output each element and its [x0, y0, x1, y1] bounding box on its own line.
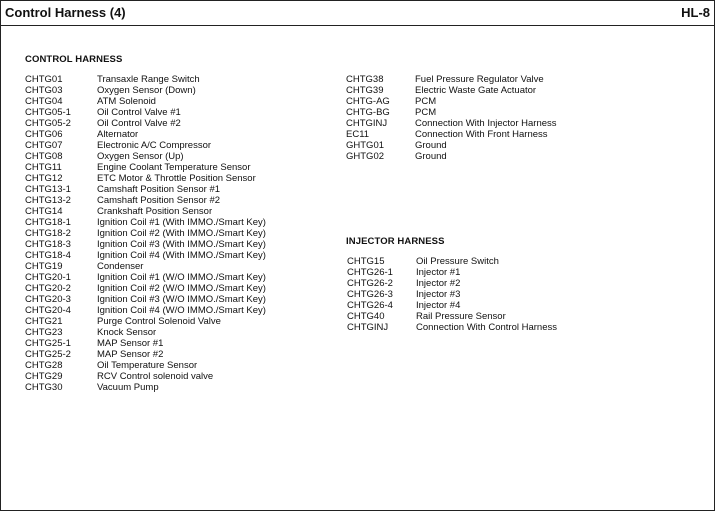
connector-row [346, 151, 557, 162]
connector-row [25, 118, 266, 129]
connector-code: CHTG05-1 [25, 107, 71, 118]
connector-description: Ignition Coil #2 (W/O IMMO./Smart Key) [97, 283, 266, 294]
connector-row [346, 118, 557, 129]
connector-description: Injector #2 [416, 278, 461, 289]
connector-code: CHTG06 [25, 129, 63, 140]
connector-row [346, 74, 557, 85]
connector-description: Engine Coolant Temperature Sensor [97, 162, 251, 173]
connector-code: CHTG40 [347, 311, 385, 322]
connector-description: MAP Sensor #1 [97, 338, 164, 349]
connector-code: CHTG38 [346, 74, 384, 85]
connector-row [25, 85, 266, 96]
connector-description: Rail Pressure Sensor [416, 311, 506, 322]
page-title: Control Harness (4) [5, 5, 126, 20]
connector-row [25, 184, 266, 195]
connector-description: Ignition Coil #3 (W/O IMMO./Smart Key) [97, 294, 266, 305]
connector-row [347, 311, 557, 322]
connector-code: CHTG20-3 [25, 294, 71, 305]
connector-code: CHTG13-1 [25, 184, 71, 195]
control-harness-list-right [346, 74, 557, 162]
control-harness-heading: CONTROL HARNESS [25, 54, 123, 65]
connector-row [25, 305, 266, 316]
connector-row [25, 261, 266, 272]
connector-code: CHTG23 [25, 327, 63, 338]
connector-description: Ignition Coil #3 (With IMMO./Smart Key) [97, 239, 266, 250]
connector-description: Ignition Coil #1 (With IMMO./Smart Key) [97, 217, 266, 228]
connector-row [25, 217, 266, 228]
connector-code: CHTG25-2 [25, 349, 71, 360]
connector-description: Alternator [97, 129, 139, 140]
connector-row [25, 107, 266, 118]
connector-row [347, 267, 557, 278]
connector-description: Fuel Pressure Regulator Valve [415, 74, 544, 85]
connector-code: CHTG14 [25, 206, 63, 217]
connector-code: CHTG39 [346, 85, 384, 96]
connector-row [25, 162, 266, 173]
connector-row [25, 316, 266, 327]
injector-harness-list [347, 256, 557, 333]
connector-description: Condenser [97, 261, 144, 272]
connector-code: CHTG18-2 [25, 228, 71, 239]
connector-code: CHTG26-3 [347, 289, 393, 300]
connector-description: Electric Waste Gate Actuator [415, 85, 537, 96]
connector-code: CHTG20-4 [25, 305, 71, 316]
page-header [1, 1, 714, 26]
connector-description: Injector #3 [416, 289, 461, 300]
connector-row [346, 129, 557, 140]
connector-description: Oil Control Valve #1 [97, 107, 181, 118]
connector-description: Transaxle Range Switch [97, 74, 200, 85]
connector-code: CHTG13-2 [25, 195, 71, 206]
connector-row [25, 327, 266, 338]
connector-description: ATM Solenoid [97, 96, 156, 107]
connector-description: MAP Sensor #2 [97, 349, 164, 360]
connector-row [25, 382, 266, 393]
connector-description: RCV Control solenoid valve [97, 371, 214, 382]
connector-code: CHTG08 [25, 151, 63, 162]
connector-description: Injector #1 [416, 267, 461, 278]
connector-code: CHTG11 [25, 162, 62, 173]
connector-row [25, 283, 266, 294]
connector-description: Ignition Coil #4 (W/O IMMO./Smart Key) [97, 305, 266, 316]
connector-description: Crankshaft Position Sensor [97, 206, 213, 217]
connector-description: Connection With Control Harness [416, 322, 557, 333]
connector-description: Injector #4 [416, 300, 461, 311]
connector-row [25, 228, 266, 239]
connector-code: CHTG25-1 [25, 338, 71, 349]
connector-code: GHTG02 [346, 151, 385, 162]
connector-code: CHTG15 [347, 256, 385, 267]
connector-row [346, 96, 557, 107]
connector-code: CHTG03 [25, 85, 63, 96]
connector-description: Oil Temperature Sensor [97, 360, 198, 371]
connector-row [346, 85, 557, 96]
connector-row [25, 360, 266, 371]
connector-code: CHTG26-2 [347, 278, 393, 289]
connector-code: CHTG30 [25, 382, 63, 393]
connector-code: EC11 [346, 129, 370, 140]
connector-description: Oil Pressure Switch [416, 256, 499, 267]
connector-row [25, 173, 266, 184]
connector-code: CHTG01 [25, 74, 63, 85]
connector-description: Connection With Front Harness [415, 129, 548, 140]
connector-description: Connection With Injector Harness [415, 118, 557, 129]
connector-row [346, 140, 557, 151]
connector-row [25, 129, 266, 140]
connector-description: Ground [415, 151, 447, 162]
connector-row [347, 289, 557, 300]
connector-description: Oxygen Sensor (Down) [97, 85, 196, 96]
connector-row [25, 272, 266, 283]
connector-description: PCM [415, 107, 437, 118]
connector-description: Ground [415, 140, 447, 151]
connector-code: CHTG20-2 [25, 283, 71, 294]
connector-code: CHTG20-1 [25, 272, 71, 283]
connector-row [25, 140, 266, 151]
connector-code: CHTG18-3 [25, 239, 71, 250]
connector-row [25, 371, 266, 382]
connector-description: Ignition Coil #1 (W/O IMMO./Smart Key) [97, 272, 266, 283]
connector-row [25, 195, 266, 206]
connector-description: Ignition Coil #4 (With IMMO./Smart Key) [97, 250, 266, 261]
connector-description: Ignition Coil #2 (With IMMO./Smart Key) [97, 228, 266, 239]
injector-harness-heading: INJECTOR HARNESS [346, 236, 445, 247]
connector-code: CHTG07 [25, 140, 63, 151]
connector-row [347, 322, 557, 333]
connector-code: CHTG29 [25, 371, 63, 382]
connector-row [347, 256, 557, 267]
connector-code: CHTG26-1 [347, 267, 393, 278]
connector-row [25, 239, 266, 250]
connector-row [347, 300, 557, 311]
connector-row [347, 278, 557, 289]
connector-row [25, 349, 266, 360]
connector-row [25, 338, 266, 349]
connector-code: CHTG21 [25, 316, 63, 327]
page-number: HL-8 [681, 5, 710, 20]
connector-description: Camshaft Position Sensor #1 [97, 184, 221, 195]
connector-row [346, 107, 557, 118]
connector-row [25, 151, 266, 162]
connector-row [25, 294, 266, 305]
connector-code: CHTG28 [25, 360, 63, 371]
connector-code: CHTG18-4 [25, 250, 71, 261]
connector-row [25, 74, 266, 85]
connector-row [25, 206, 266, 217]
connector-code: CHTG04 [25, 96, 63, 107]
connector-row [25, 96, 266, 107]
connector-code: CHTG19 [25, 261, 63, 272]
connector-code: CHTG05-2 [25, 118, 71, 129]
connector-description: ETC Motor & Throttle Position Sensor [97, 173, 256, 184]
connector-code: CHTG-BG [346, 107, 390, 118]
connector-code: CHTG-AG [346, 96, 390, 107]
connector-description: Oxygen Sensor (Up) [97, 151, 184, 162]
connector-description: Purge Control Solenoid Valve [97, 316, 221, 327]
connector-code: CHTG26-4 [347, 300, 393, 311]
connector-description: Electronic A/C Compressor [97, 140, 212, 151]
connector-description: Oil Control Valve #2 [97, 118, 181, 129]
connector-description: Knock Sensor [97, 327, 157, 338]
connector-code: CHTG12 [25, 173, 63, 184]
connector-code: CHTG18-1 [25, 217, 71, 228]
connector-description: Vacuum Pump [97, 382, 159, 393]
connector-code: CHTGINJ [347, 322, 389, 333]
connector-description: Camshaft Position Sensor #2 [97, 195, 221, 206]
connector-code: GHTG01 [346, 140, 385, 151]
control-harness-list-left [25, 74, 266, 393]
connector-row [25, 250, 266, 261]
connector-description: PCM [415, 96, 437, 107]
connector-code: CHTGINJ [346, 118, 388, 129]
